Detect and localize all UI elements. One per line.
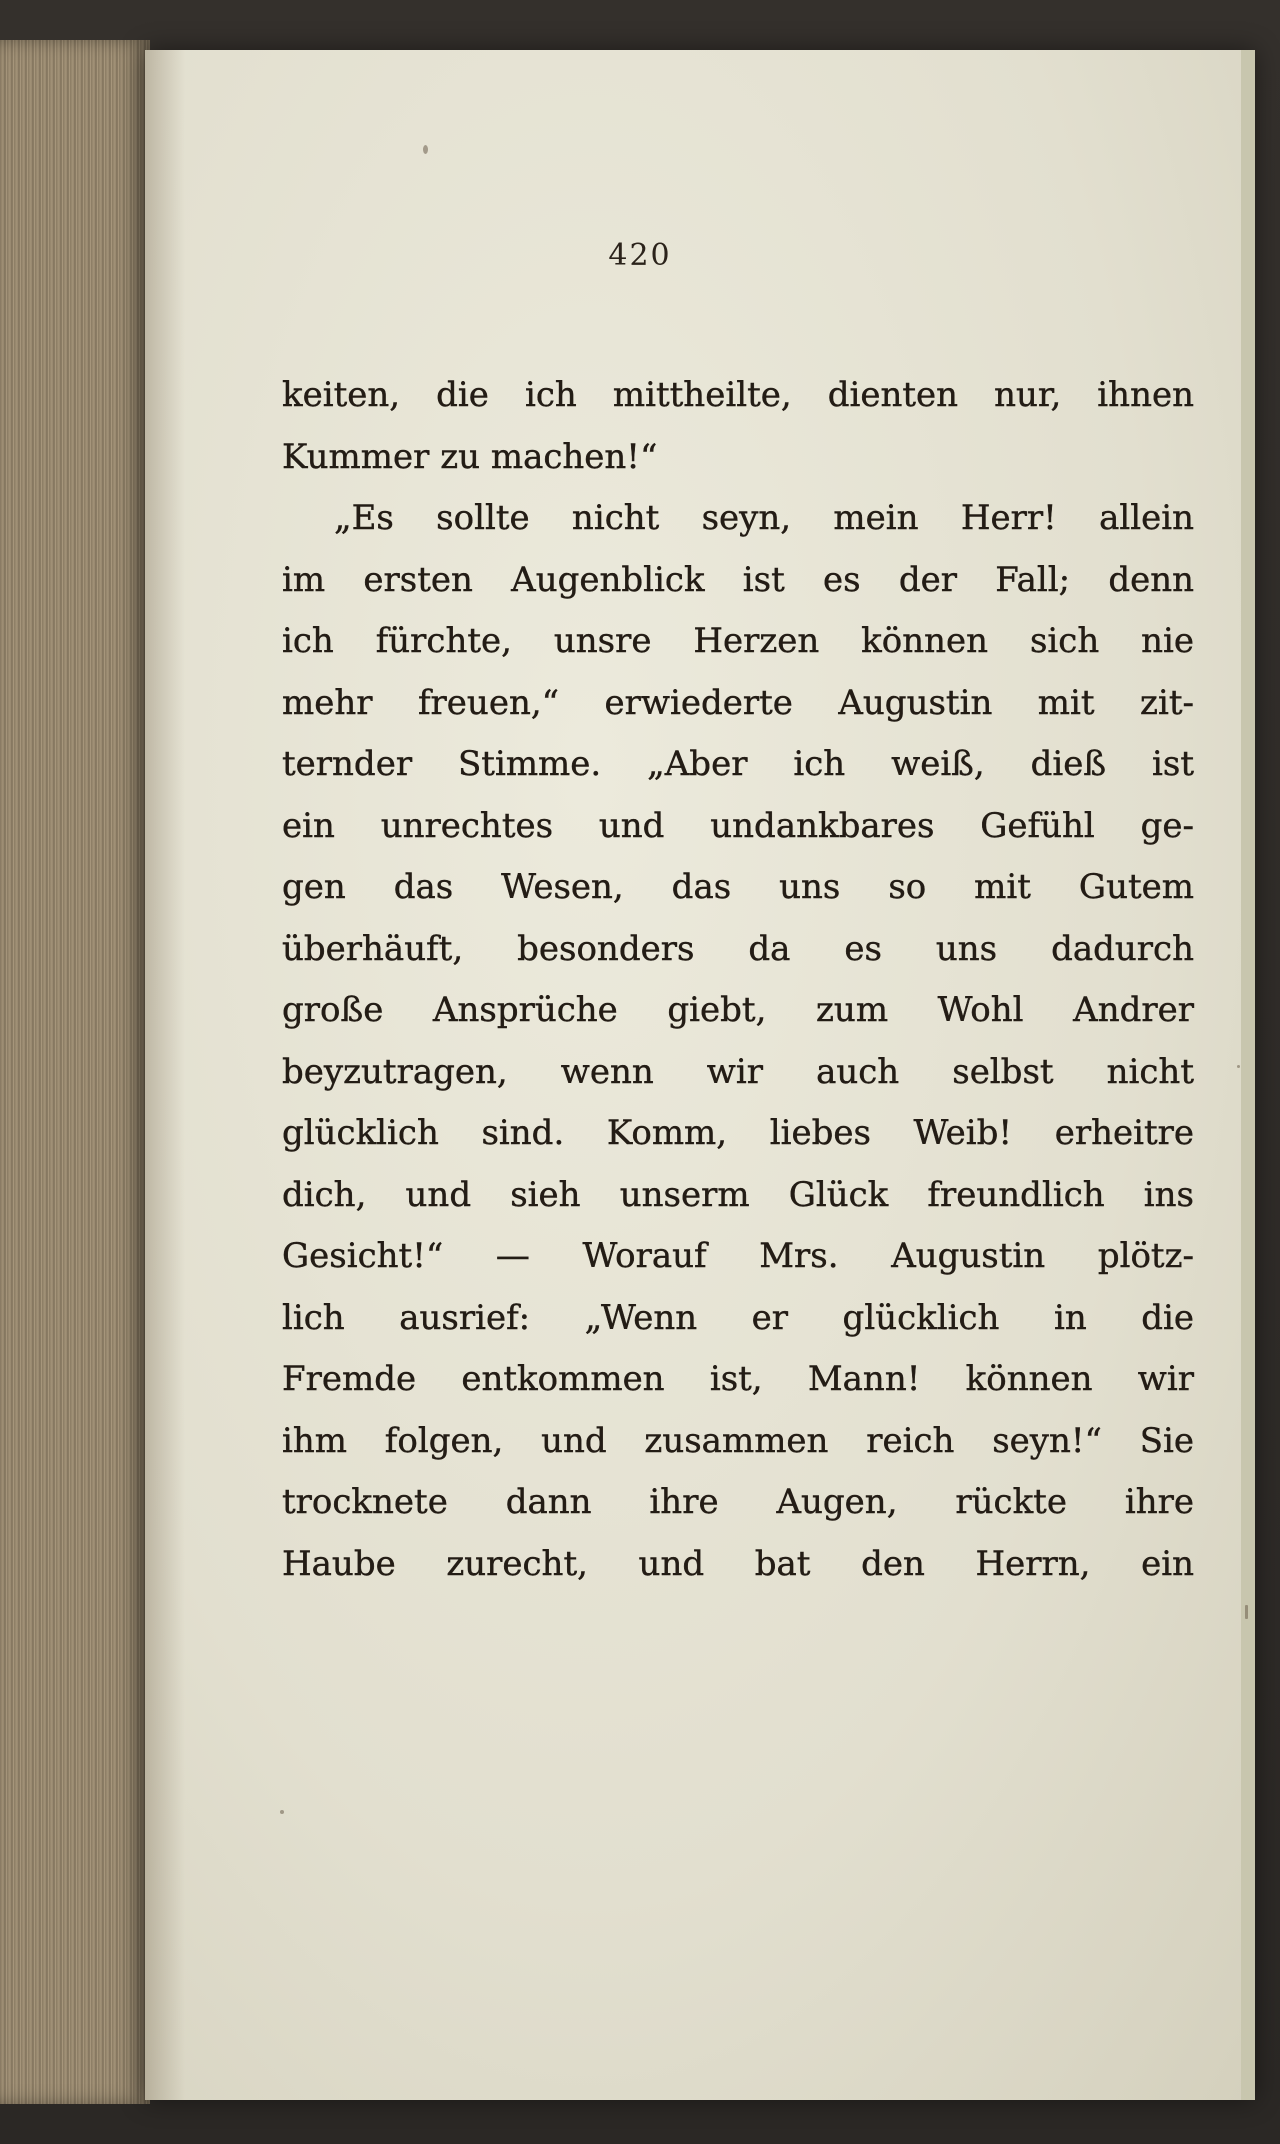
text-line: gen das Wesen, das uns so mit Gutem: [282, 867, 1194, 907]
text-line: ternder Stimme. „Aber ich weiß, dieß ist: [282, 744, 1194, 784]
text-line: keiten, die ich mittheilte, dienten nur, ihnen: [282, 375, 1194, 415]
text-line: dich, und sieh unserm Glück freundlich ins: [282, 1174, 1194, 1215]
page-right-edge: [1241, 50, 1255, 2100]
page-edges: [0, 40, 150, 2104]
text-line: Haube zurecht, und bat den Herrn, ein: [282, 1543, 1194, 1584]
text-line: große Ansprüche giebt, zum Wohl Andrer: [282, 990, 1194, 1030]
text-line: Gesicht!“ — Worauf Mrs. Augustin plötz-: [282, 1236, 1194, 1276]
text-line: im ersten Augenblick ist es der Fall; denn: [282, 559, 1194, 600]
text-line: überhäuft, besonders da es uns dadurch: [282, 928, 1194, 969]
text-line: ich fürchte, unsre Herzen können sich nie: [282, 621, 1194, 661]
gutter-shadow: [145, 50, 185, 2100]
page-number: 420: [608, 238, 672, 273]
text-line: trocknete dann ihre Augen, rückte ihre: [282, 1482, 1194, 1522]
paper-fleck: [280, 1810, 284, 1814]
body-text: [282, 365, 1194, 1595]
text-line: beyzutragen, wenn wir auch selbst nicht: [282, 1051, 1194, 1092]
paper-fleck: [1245, 1605, 1248, 1619]
paper-fleck: [1237, 1065, 1240, 1068]
text-line: glücklich sind. Komm, liebes Weib! erheitre: [282, 1113, 1194, 1153]
paper-fleck: [423, 145, 428, 154]
text-line: ihm folgen, und zusammen reich seyn!“ Sie: [282, 1420, 1194, 1461]
text-line: Kummer zu machen!“: [282, 436, 658, 477]
text-line: ein unrechtes und undankbares Gefühl ge-: [282, 805, 1194, 846]
text-line: „Es sollte nicht seyn, mein Herr! allein: [334, 498, 1194, 538]
text-line: mehr freuen,“ erwiederte Augustin mit zit-: [282, 682, 1194, 723]
text-line: Fremde entkommen ist, Mann! können wir: [282, 1359, 1194, 1399]
text-line: lich ausrief: „Wenn er glücklich in die: [282, 1297, 1194, 1338]
